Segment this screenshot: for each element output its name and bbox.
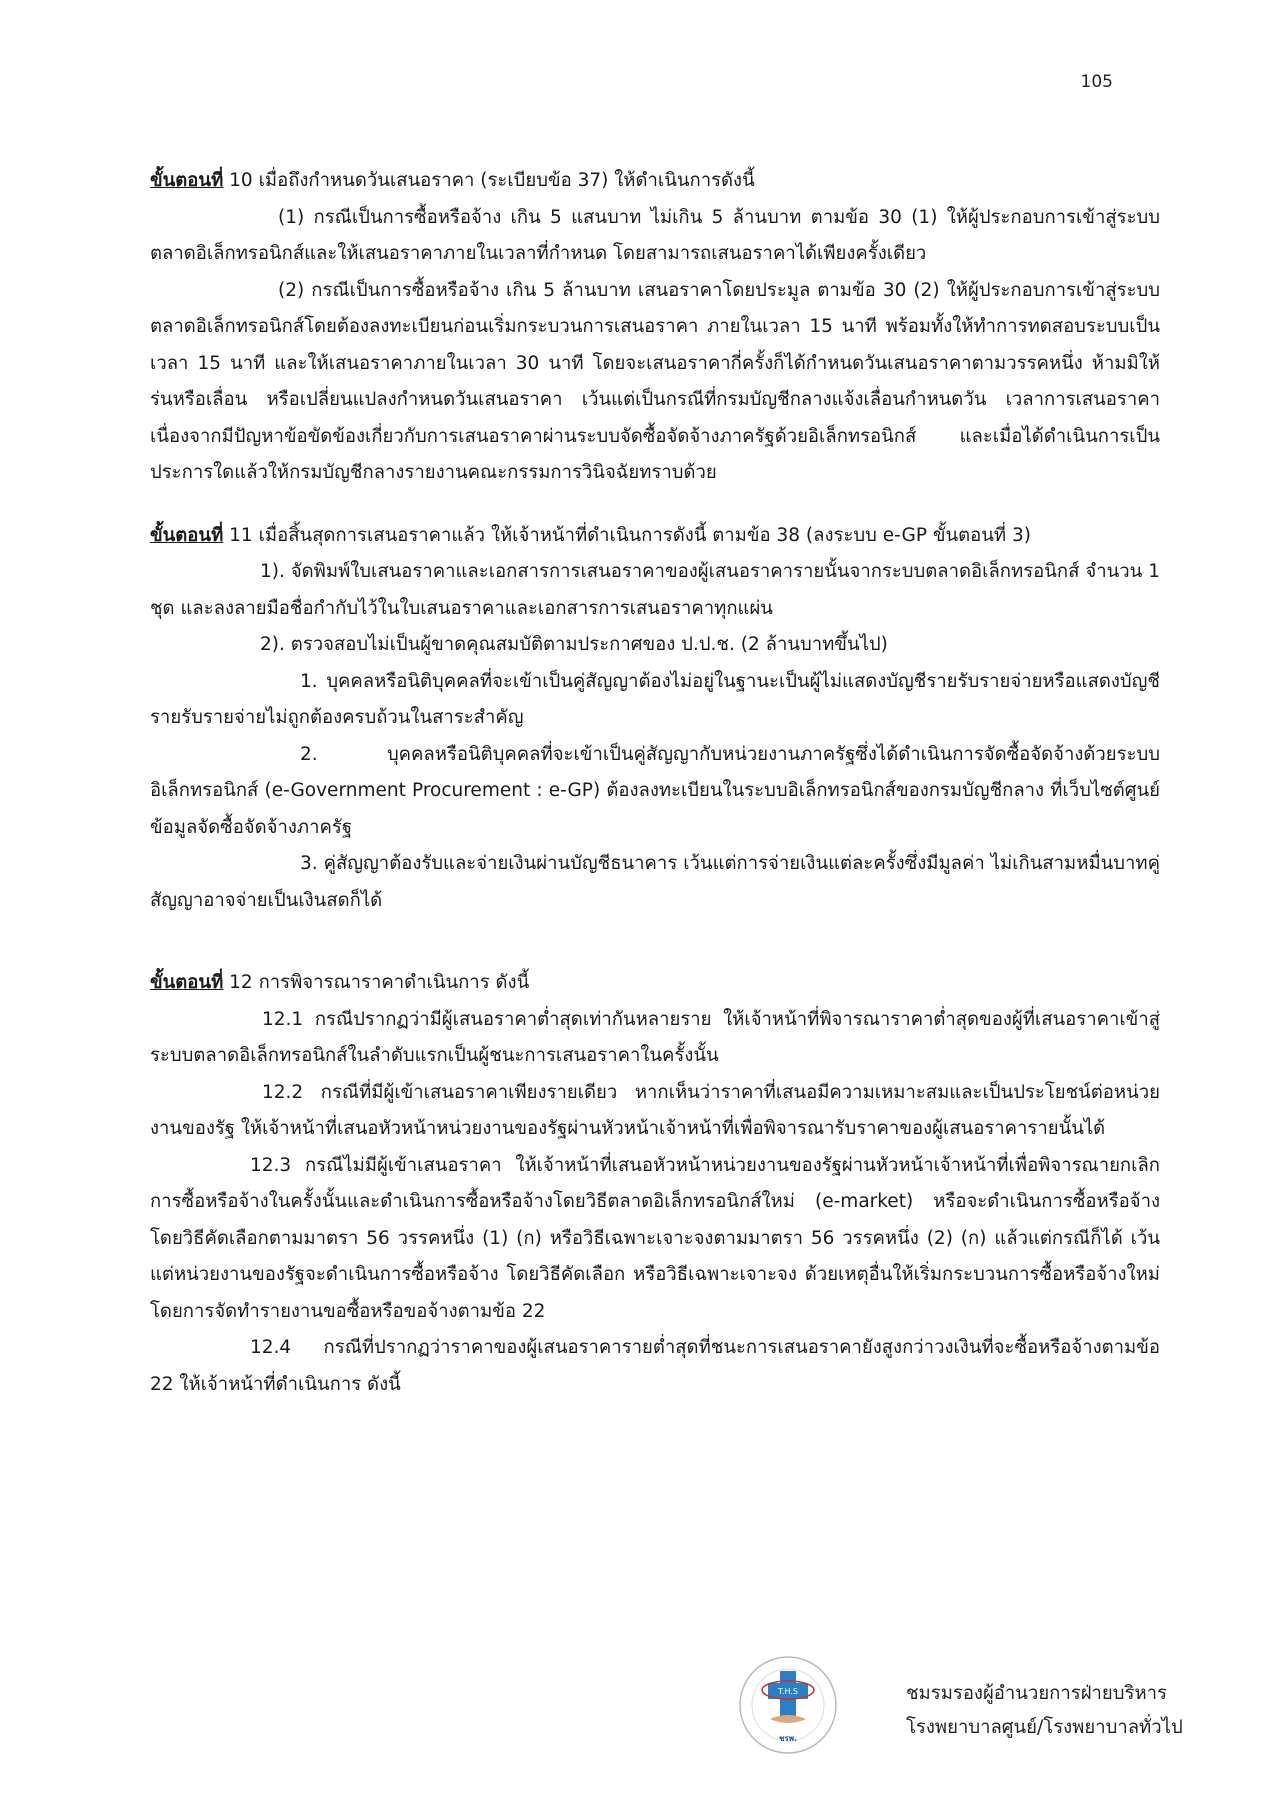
organization-logo (738, 1655, 838, 1755)
paragraph: 12.2 กรณีที่มีผู้เข้าเสนอราคาเพียงรายเดียว หากเห็นว่าราคาที่เสนอมีความเหมาะสมและเป็นประโยชน์ต่อหน่วยงานของรัฐ ให้เจ้าหน้าที่เสนอหัวหน้าหน่วยงานของรัฐผ่านหัวหน้าเจ้าหน้าที่เพื่อพิจารณารับราคาของผู้เสนอราคารายนั้นได้ (150, 1081, 1160, 1139)
organization-name (906, 1677, 1183, 1745)
page-number: 105 (1080, 72, 1113, 92)
paragraph: 1. บุคคลหรือนิติบุคคลที่จะเข้าเป็นคู่สัญญาต้องไม่อยู่ในฐานะเป็นผู้ไม่แสดงบัญชีรายรับรายจ่ายหรือแสดงบัญชีรายรับรายจ่ายไม่ถูกต้องครบถ้วนในสาระสำคัญ (150, 670, 1160, 728)
step-label: ขั้นตอนที่ (150, 524, 224, 546)
step-intro: 10 เมื่อถึงกำหนดวันเสนอราคา (ระเบียบข้อ 37) ให้ดำเนินการดังนี้ (223, 170, 755, 191)
step-label: ขั้นตอนที่ (150, 170, 224, 191)
step-10-heading (150, 163, 1160, 200)
paragraph: 12.4 กรณีที่ปรากฏว่าราคาของผู้เสนอราคารายต่ำสุดที่ชนะการเสนอราคายังสูงกว่าวงเงินที่จะซื้อหรือจ้างตามข้อ 22 ให้เจ้าหน้าที่ดำเนินการ ดังนี้ (150, 1337, 1160, 1395)
paragraph: 12.1 กรณีปรากฏว่ามีผู้เสนอราคาต่ำสุดเท่ากันหลายราย ให้เจ้าหน้าที่พิจารณาราคาต่ำสุดของผู้ที่เสนอราคาเข้าสู่ระบบตลาดอิเล็กทรอนิกส์ในลำดับแรกเป็นผู้ชนะการเสนอราคาในครั้งนั้น (150, 1008, 1160, 1066)
step-intro: 11 เมื่อสิ้นสุดการเสนอราคาแล้ว ให้เจ้าหน้าที่ดำเนินการดังนี้ ตามข้อ 38 (ลงระบบ e-GP ขั้นตอนที่ 3) (223, 524, 1031, 546)
paragraph: 2. บุคคลหรือนิติบุคคลที่จะเข้าเป็นคู่สัญญากับหน่วยงานภาครัฐซึ่งได้ดำเนินการจัดซื้อจัดจ้างด้วยระบบอิเล็กทรอนิกส์ (e-Government Procurement : e-GP) ต้องลงทะเบียนในระบบอิเล็กทรอนิกส์ของกรมบัญชีกลาง ที่เว็บไซต์ศูนย์ข้อมูลจัดซื้อจัดจ้างภาครัฐ (150, 743, 1160, 838)
organization-line-2: โรงพยาบาลศูนย์/โรงพยาบาลทั่วไป (906, 1717, 1183, 1738)
paragraph: 1). จัดพิมพ์ใบเสนอราคาและเอกสารการเสนอราคาของผู้เสนอราคารายนั้นจากระบบตลาดอิเล็กทรอนิกส์ จำนวน 1 ชุด และลงลายมือชื่อกำกับไว้ในใบเสนอราคาและเอกสารการเสนอราคาทุกแผ่น (150, 561, 1160, 619)
paragraph: 12.3 กรณีไม่มีผู้เข้าเสนอราคา ให้เจ้าหน้าที่เสนอหัวหน้าหน่วยงานของรัฐผ่านหัวหน้าเจ้าหน้าที่เพื่อพิจารณายกเลิกการซื้อหรือจ้างในครั้งนั้นและดำเนินการซื้อหรือจ้างโดยวิธีตลาดอิเล็กทรอนิกส์ใหม่ (e-market) หรือจะดำเนินการซื้อหรือจ้างโดยวิธีคัดเลือกตามมาตรา 56 วรรคหนึ่ง (1) (ก) หรือวิธีเฉพาะเจาะจงตามมาตรา 56 วรรคหนึ่ง (2) (ก) แล้วแต่กรณีก็ได้ เว้นแต่หน่วยงานของรัฐจะดำเนินการซื้อหรือจ้าง โดยวิธีคัดเลือก หรือวิธีเฉพาะเจาะจง ด้วยเหตุอื่นให้เริ่มกระบวนการซื้อหรือจ้างใหม่โดยการจัดทำรายงานขอซื้อหรือขอจ้างตามข้อ 22 (150, 1154, 1160, 1322)
step-12-heading (150, 965, 1160, 1002)
organization-line-1: ชมรมรองผู้อำนวยการฝ่ายบริหาร (906, 1683, 1167, 1704)
paragraph: 3. คู่สัญญาต้องรับและจ่ายเงินผ่านบัญชีธนาคาร เว้นแต่การจ่ายเงินแต่ละครั้งซึ่งมีมูลค่า ไม่เกินสามหมื่นบาทคู่สัญญาอาจจ่ายเป็นเงินสดก็ได้ (150, 853, 1160, 911)
document-body (150, 163, 1160, 1403)
paragraph: 2). ตรวจสอบไม่เป็นผู้ขาดคุณสมบัติตามประกาศของ ป.ป.ช. (2 ล้านบาทขึ้นไป) (260, 634, 888, 655)
logo-emblem-icon (738, 1655, 838, 1755)
step-label: ขั้นตอนที่ (150, 972, 224, 993)
step-11-heading (150, 518, 1160, 555)
footer (738, 1655, 1218, 1765)
paragraph: (1) กรณีเป็นการซื้อหรือจ้าง เกิน 5 แสนบาท ไม่เกิน 5 ล้านบาท ตามข้อ 30 (1) ให้ผู้ประกอบการเข้าสู่ระบบตลาดอิเล็กทรอนิกส์และให้เสนอราคาภายในเวลาที่กำหนด โดยสามารถเสนอราคาได้เพียงครั้งเดียว (150, 206, 1160, 264)
svg-text:T.H.S: T.H.S (778, 1687, 798, 1696)
svg-text:ชรพ.: ชรพ. (778, 1734, 798, 1743)
step-intro: 12 การพิจารณาราคาดำเนินการ ดังนี้ (223, 972, 530, 993)
paragraph: (2) กรณีเป็นการซื้อหรือจ้าง เกิน 5 ล้านบาท เสนอราคาโดยประมูล ตามข้อ 30 (2) ให้ผู้ประกอบการเข้าสู่ระบบตลาดอิเล็กทรอนิกส์โดยต้องลงทะเบียนก่อนเริ่มกระบวนการเสนอราคา ภายในเวลา 15 นาที พร้อมทั้งให้ทำการทดสอบระบบเป็นเวลา 15 นาที และให้เสนอราคาภายในเวลา 30 นาที โดยจะเสนอราคากี่ครั้งก็ได้กำหนดวันเสนอราคาตามวรรคหนึ่ง ห้ามมิให้ร่นหรือเลื่อน หรือเปลี่ยนแปลงกำหนดวันเสนอราคา เว้นแต่เป็นกรณีที่กรมบัญชีกลางแจ้งเลื่อนกำหนดวัน เวลาการเสนอราคา เนื่องจากมีปัญหาข้อขัดข้องเกี่ยวกับการเสนอราคาผ่านระบบจัดซื้อจัดจ้างภาครัฐด้วยอิเล็กทรอนิกส์ และเมื่อได้ดำเนินการเป็นประการใดแล้วให้กรมบัญชีกลางรายงานคณะกรรมการวินิจฉัยทราบด้วย (150, 279, 1160, 483)
